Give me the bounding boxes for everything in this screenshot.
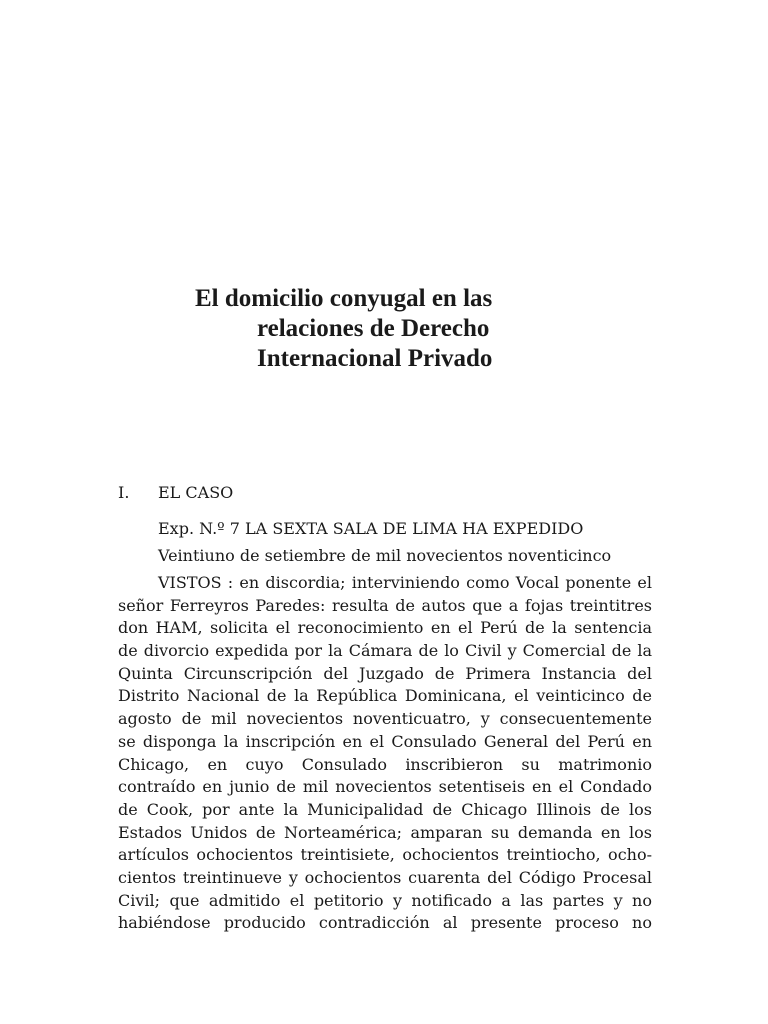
section-heading: [118, 482, 233, 504]
body-line: VISTOS : en discordia; interviniendo como Vocal ponente el: [158, 573, 652, 592]
title-line-2: relaciones de Derecho: [257, 315, 490, 342]
body-line: de Cook, por ante la Municipalidad de Chicago Illinois de los: [118, 799, 652, 819]
body-line: agosto de mil novecientos noventicuatro, y consecuentemente: [118, 709, 652, 729]
title-line-3: Internacional Privado: [257, 345, 493, 372]
body-line: habiéndose producido contradicción al presente proceso no: [118, 913, 652, 933]
body-line: don HAM, solicita el reconocimiento en el Perú de la sentencia: [118, 618, 652, 638]
body-line: contraído en junio de mil novecientos setentiseis en el Condado: [118, 777, 652, 797]
body-line: cientos treintinueve y ochocientos cuarenta del Código Procesal: [118, 867, 652, 887]
body-line: Distrito Nacional de la República Dominicana, el veinticinco de: [118, 686, 652, 706]
expediente-line: Exp. N.º 7 LA SEXTA SALA DE LIMA HA EXPEDIDO: [158, 519, 584, 538]
body-line: Estados Unidos de Norteamérica; amparan su demanda en los: [118, 822, 652, 842]
title-line-1: El domicilio conyugal en las: [195, 285, 493, 312]
body-line: señor Ferreyros Paredes: resulta de autos que a fojas treintitres: [118, 595, 652, 615]
body-line: Chicago, en cuyo Consulado inscribieron su matrimonio: [118, 754, 652, 774]
body-line: artículos ochocientos treintisiete, ochocientos treintiocho, ocho-: [118, 845, 652, 865]
body-line: Civil; que admitido el petitorio y notificado a las partes y no: [118, 890, 652, 910]
section-title: EL CASO: [158, 483, 234, 502]
section-number: I.: [118, 483, 130, 502]
document-title: [195, 284, 655, 374]
date-line: Veintiuno de setiembre de mil novecientos noventicinco: [158, 546, 612, 565]
body-line: de divorcio expedida por la Cámara de lo Civil y Comercial de la: [118, 641, 652, 661]
body-line: Quinta Circunscripción del Juzgado de Primera Instancia del: [118, 663, 652, 683]
body-paragraph: [118, 572, 652, 935]
body-line: se disponga la inscripción en el Consulado General del Perú en: [118, 731, 652, 751]
